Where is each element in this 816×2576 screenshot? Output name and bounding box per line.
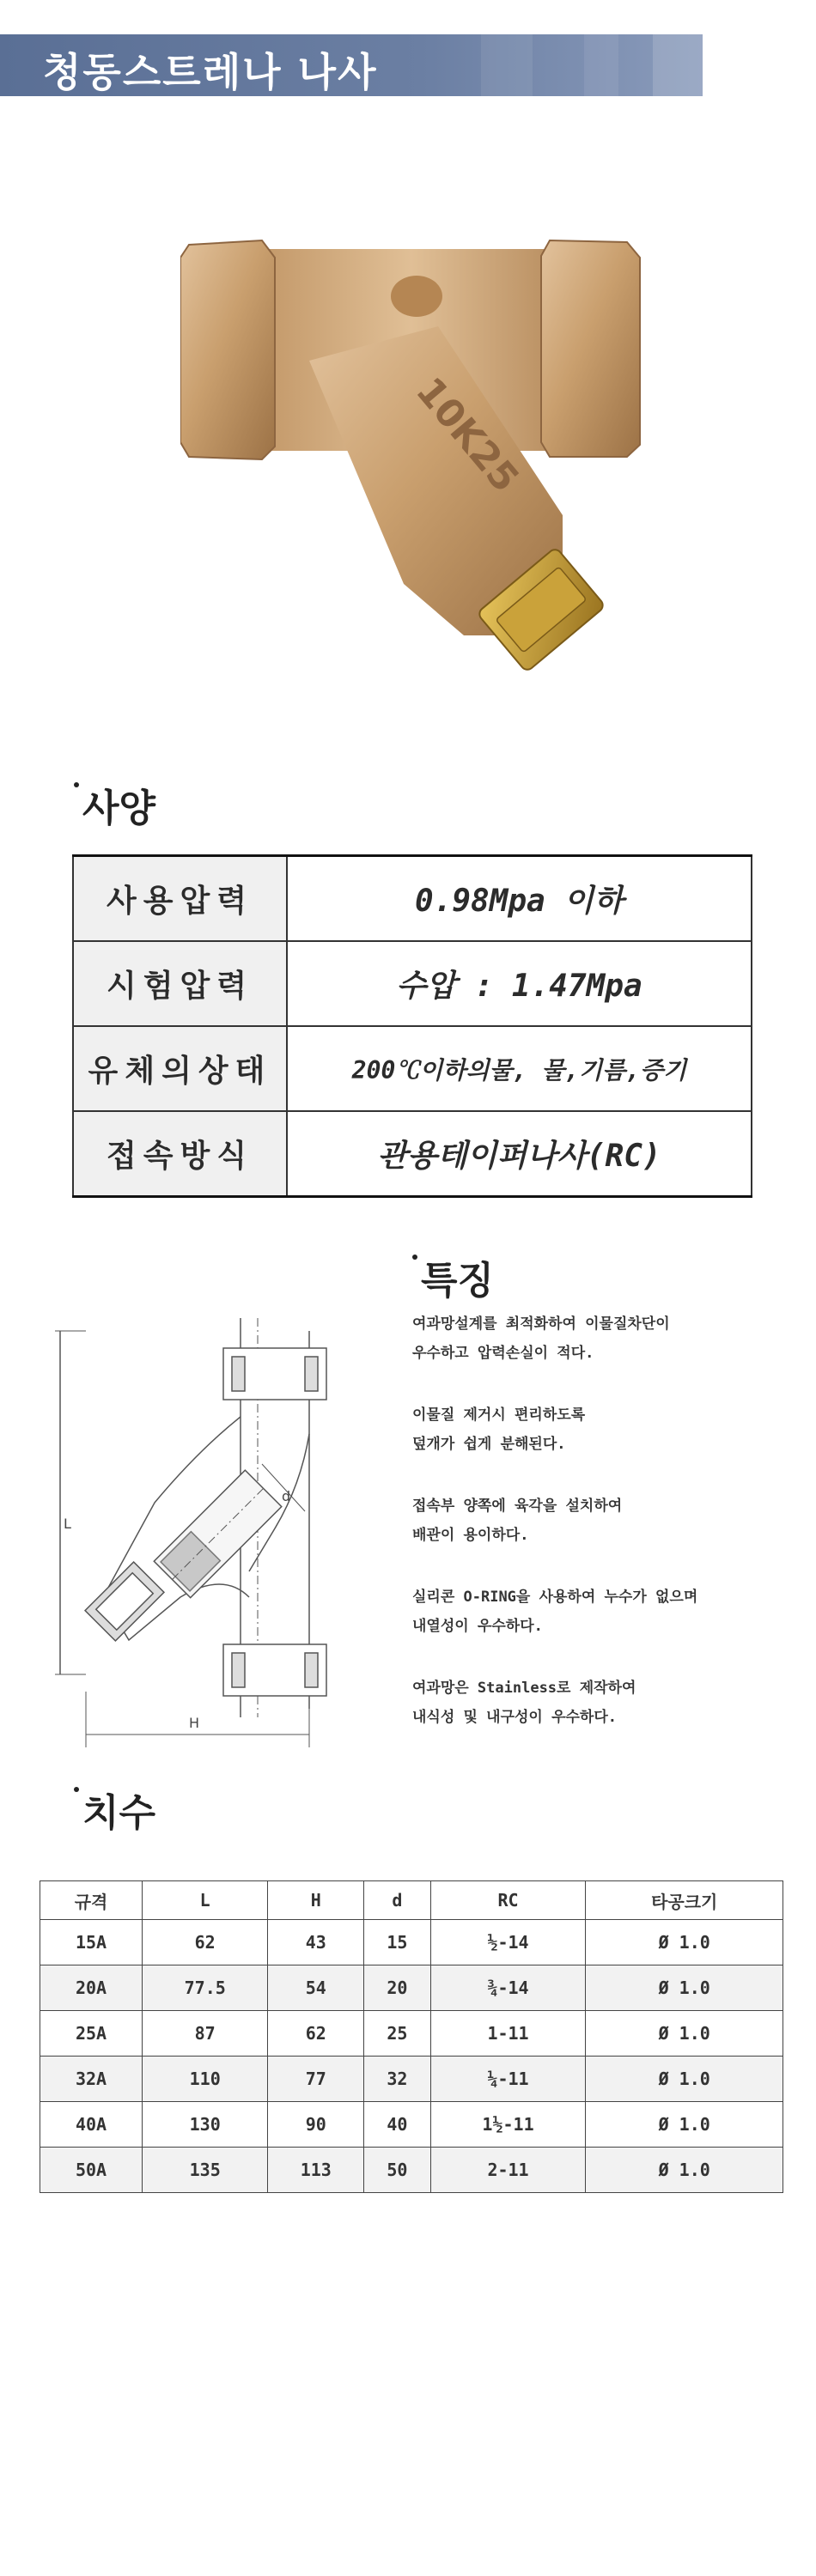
page-title: 청동스트레나 나사 xyxy=(43,49,378,95)
table-cell: ½-14 xyxy=(430,1920,586,1965)
table-cell: 87 xyxy=(143,2011,268,2057)
title-banner xyxy=(0,34,703,96)
spec-label: 사용압력 xyxy=(73,856,287,942)
label-l: L xyxy=(64,1516,71,1532)
feature-line: 우수하고 압력손실이 적다. xyxy=(412,1345,594,1362)
feature-line: 여과망설계를 최적화하여 이물질차단이 xyxy=(412,1315,670,1333)
table-row xyxy=(40,1920,783,1965)
column-header: 규격 xyxy=(40,1881,143,1920)
feature-item xyxy=(412,1400,697,1459)
table-cell: Ø 1.0 xyxy=(586,2102,783,2148)
column-header: L xyxy=(143,1881,268,1920)
bronze-strainer-photo xyxy=(180,232,644,678)
spec-heading: 사양 xyxy=(74,777,155,832)
spec-label: 접속방식 xyxy=(73,1111,287,1197)
feature-line: 덮개가 쉽게 분해된다. xyxy=(412,1436,566,1453)
spec-value: 0.98Mpa 이하 xyxy=(287,856,752,942)
spec-row xyxy=(73,1026,752,1111)
table-cell: 50 xyxy=(364,2148,430,2193)
table-cell: 135 xyxy=(143,2148,268,2193)
column-header: RC xyxy=(430,1881,586,1920)
column-header: 타공크기 xyxy=(586,1881,783,1920)
table-cell: Ø 1.0 xyxy=(586,2148,783,2193)
spec-label: 유체의상태 xyxy=(73,1026,287,1111)
table-cell: ¼-11 xyxy=(430,2057,586,2102)
feature-line: 내열성이 우수하다. xyxy=(412,1618,543,1635)
table-cell: 20 xyxy=(364,1965,430,2011)
features-list xyxy=(412,1309,697,1732)
product-marking: 10K25 xyxy=(407,369,527,501)
feature-line: 내식성 및 내구성이 우수하다. xyxy=(412,1709,618,1726)
table-cell: 130 xyxy=(143,2102,268,2148)
features-heading: 특징 xyxy=(412,1249,494,1304)
table-cell: 77 xyxy=(268,2057,364,2102)
spec-value: 관용테이퍼나사(RC) xyxy=(287,1111,752,1197)
table-cell: ¾-14 xyxy=(430,1965,586,2011)
table-cell: 25 xyxy=(364,2011,430,2057)
strainer-section-drawing xyxy=(52,1314,395,1752)
table-row xyxy=(40,1965,783,2011)
table-cell: 43 xyxy=(268,1920,364,1965)
spec-label: 시험압력 xyxy=(73,941,287,1026)
table-cell: Ø 1.0 xyxy=(586,1965,783,2011)
dimensions-table xyxy=(40,1880,783,2193)
label-h: H xyxy=(189,1715,200,1731)
column-header: d xyxy=(364,1881,430,1920)
table-row xyxy=(40,2102,783,2148)
table-row xyxy=(40,2011,783,2057)
feature-item xyxy=(412,1492,697,1550)
table-cell: 110 xyxy=(143,2057,268,2102)
feature-line: 여과망은 Stainless로 제작하여 xyxy=(412,1680,636,1697)
feature-line: 이물질 제거시 편리하도록 xyxy=(412,1406,586,1424)
table-row xyxy=(40,2057,783,2102)
label-d: d xyxy=(282,1488,291,1504)
table-cell: Ø 1.0 xyxy=(586,2057,783,2102)
table-cell: 2-11 xyxy=(430,2148,586,2193)
table-cell: 62 xyxy=(143,1920,268,1965)
table-cell: 40 xyxy=(364,2102,430,2148)
table-cell: 77.5 xyxy=(143,1965,268,2011)
table-cell: 15A xyxy=(40,1920,143,1965)
feature-line: 실리콘 O-RING을 사용하여 누수가 없으며 xyxy=(412,1589,698,1606)
feature-line: 접속부 양쪽에 육각을 설치하여 xyxy=(412,1498,623,1515)
feature-item xyxy=(412,1583,697,1641)
table-cell: 62 xyxy=(268,2011,364,2057)
table-cell: 20A xyxy=(40,1965,143,2011)
table-cell: 15 xyxy=(364,1920,430,1965)
feature-item xyxy=(412,1674,697,1732)
table-cell: 113 xyxy=(268,2148,364,2193)
spec-row xyxy=(73,856,752,942)
table-cell: 54 xyxy=(268,1965,364,2011)
table-cell: 40A xyxy=(40,2102,143,2148)
dimensions-heading: 치수 xyxy=(74,1782,155,1837)
spec-value: 수압 : 1.47Mpa xyxy=(287,941,752,1026)
feature-item xyxy=(412,1309,697,1368)
table-cell: Ø 1.0 xyxy=(586,1920,783,1965)
spec-row xyxy=(73,941,752,1026)
table-cell: Ø 1.0 xyxy=(586,2011,783,2057)
table-cell: 32A xyxy=(40,2057,143,2102)
table-row xyxy=(40,2148,783,2193)
table-cell: 25A xyxy=(40,2011,143,2057)
table-cell: 50A xyxy=(40,2148,143,2193)
table-cell: 1½-11 xyxy=(430,2102,586,2148)
spec-table xyxy=(72,854,752,1198)
spec-row xyxy=(73,1111,752,1197)
column-header: H xyxy=(268,1881,364,1920)
table-header-row xyxy=(40,1881,783,1920)
table-cell: 32 xyxy=(364,2057,430,2102)
table-cell: 90 xyxy=(268,2102,364,2148)
feature-line: 배관이 용이하다. xyxy=(412,1527,529,1544)
table-cell: 1-11 xyxy=(430,2011,586,2057)
spec-value: 200℃이하의물, 물,기름,증기 xyxy=(287,1026,752,1111)
